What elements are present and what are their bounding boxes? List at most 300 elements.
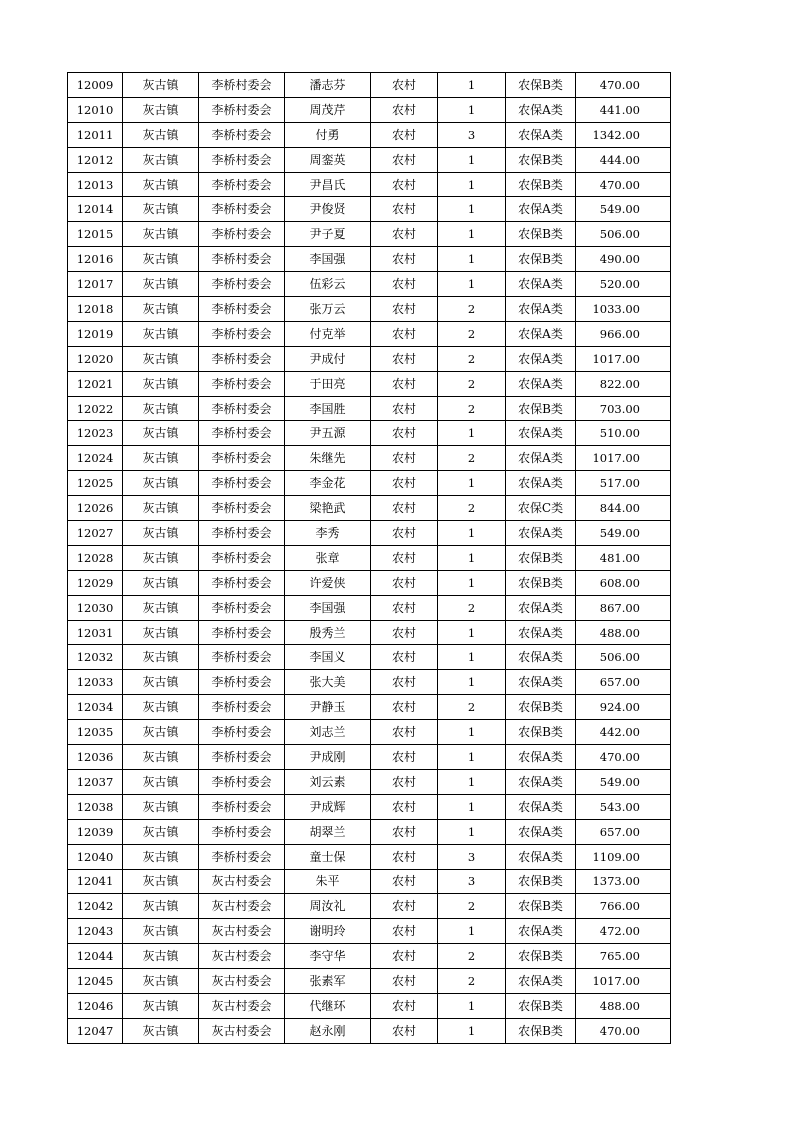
cell-town: 灰古镇 [123,993,199,1018]
cell-category: 农保A类 [506,346,576,371]
cell-household-count: 2 [438,695,506,720]
cell-amount: 444.00 [576,147,671,172]
cell-household-count: 2 [438,297,506,322]
cell-town: 灰古镇 [123,97,199,122]
cell-name: 童士保 [285,844,371,869]
cell-area: 农村 [371,122,438,147]
cell-household-count: 1 [438,720,506,745]
table-row [68,346,671,371]
cell-amount: 1017.00 [576,446,671,471]
cell-amount: 470.00 [576,1018,671,1043]
cell-area: 农村 [371,869,438,894]
cell-committee: 李桥村委会 [199,695,285,720]
table-row [68,570,671,595]
cell-town: 灰古镇 [123,695,199,720]
cell-name: 代继环 [285,993,371,1018]
cell-name: 李国强 [285,595,371,620]
roster-table [67,72,671,1044]
cell-id: 12011 [68,122,123,147]
cell-name: 朱继先 [285,446,371,471]
cell-committee: 李桥村委会 [199,844,285,869]
cell-town: 灰古镇 [123,869,199,894]
cell-area: 农村 [371,745,438,770]
cell-id: 12017 [68,272,123,297]
cell-town: 灰古镇 [123,172,199,197]
cell-name: 谢明玲 [285,919,371,944]
cell-amount: 472.00 [576,919,671,944]
cell-name: 张素军 [285,969,371,994]
cell-category: 农保B类 [506,73,576,98]
cell-amount: 844.00 [576,496,671,521]
cell-committee: 李桥村委会 [199,745,285,770]
cell-area: 农村 [371,769,438,794]
cell-name: 梁艳武 [285,496,371,521]
cell-town: 灰古镇 [123,272,199,297]
cell-amount: 608.00 [576,570,671,595]
cell-area: 农村 [371,396,438,421]
cell-committee: 李桥村委会 [199,346,285,371]
cell-id: 12027 [68,521,123,546]
cell-area: 农村 [371,97,438,122]
cell-committee: 李桥村委会 [199,521,285,546]
cell-category: 农保A类 [506,794,576,819]
cell-town: 灰古镇 [123,471,199,496]
cell-name: 胡翠兰 [285,819,371,844]
table-row [68,919,671,944]
cell-area: 农村 [371,1018,438,1043]
table-row [68,297,671,322]
cell-town: 灰古镇 [123,745,199,770]
cell-household-count: 1 [438,421,506,446]
cell-committee: 李桥村委会 [199,446,285,471]
cell-id: 12026 [68,496,123,521]
cell-area: 农村 [371,969,438,994]
cell-area: 农村 [371,446,438,471]
cell-name: 李国胜 [285,396,371,421]
cell-area: 农村 [371,521,438,546]
cell-amount: 657.00 [576,819,671,844]
cell-name: 尹成付 [285,346,371,371]
cell-town: 灰古镇 [123,222,199,247]
cell-household-count: 1 [438,172,506,197]
cell-committee: 李桥村委会 [199,297,285,322]
cell-amount: 510.00 [576,421,671,446]
table-row [68,894,671,919]
table-row [68,745,671,770]
cell-household-count: 1 [438,1018,506,1043]
cell-id: 12040 [68,844,123,869]
cell-name: 潘志芬 [285,73,371,98]
cell-category: 农保C类 [506,496,576,521]
cell-household-count: 1 [438,993,506,1018]
cell-category: 农保A类 [506,97,576,122]
roster-body [68,73,671,1044]
cell-household-count: 1 [438,73,506,98]
cell-id: 12028 [68,545,123,570]
cell-area: 农村 [371,570,438,595]
cell-committee: 李桥村委会 [199,620,285,645]
cell-name: 伍彩云 [285,272,371,297]
cell-id: 12034 [68,695,123,720]
cell-amount: 1033.00 [576,297,671,322]
cell-area: 农村 [371,819,438,844]
cell-category: 农保A类 [506,446,576,471]
cell-category: 农保A类 [506,670,576,695]
table-row [68,247,671,272]
cell-category: 农保A类 [506,122,576,147]
cell-household-count: 2 [438,894,506,919]
table-row [68,272,671,297]
cell-committee: 李桥村委会 [199,595,285,620]
cell-name: 张章 [285,545,371,570]
cell-amount: 490.00 [576,247,671,272]
table-row [68,222,671,247]
cell-town: 灰古镇 [123,371,199,396]
cell-name: 付克举 [285,321,371,346]
cell-category: 农保B类 [506,172,576,197]
cell-category: 农保A类 [506,745,576,770]
cell-household-count: 2 [438,396,506,421]
cell-committee: 灰古村委会 [199,969,285,994]
cell-area: 农村 [371,346,438,371]
cell-household-count: 2 [438,969,506,994]
table-row [68,197,671,222]
table-row [68,720,671,745]
cell-category: 农保B类 [506,396,576,421]
cell-name: 殷秀兰 [285,620,371,645]
cell-amount: 442.00 [576,720,671,745]
table-row [68,844,671,869]
table-row [68,446,671,471]
cell-household-count: 1 [438,97,506,122]
cell-amount: 549.00 [576,769,671,794]
cell-area: 农村 [371,695,438,720]
cell-committee: 李桥村委会 [199,172,285,197]
cell-amount: 488.00 [576,993,671,1018]
cell-town: 灰古镇 [123,545,199,570]
cell-id: 12023 [68,421,123,446]
cell-amount: 1109.00 [576,844,671,869]
cell-name: 许爱侠 [285,570,371,595]
cell-id: 12033 [68,670,123,695]
cell-name: 李金花 [285,471,371,496]
cell-household-count: 1 [438,222,506,247]
cell-id: 12024 [68,446,123,471]
table-row [68,122,671,147]
cell-committee: 李桥村委会 [199,147,285,172]
cell-area: 农村 [371,496,438,521]
cell-category: 农保B类 [506,993,576,1018]
cell-id: 12043 [68,919,123,944]
cell-household-count: 1 [438,197,506,222]
cell-id: 12037 [68,769,123,794]
cell-amount: 488.00 [576,620,671,645]
cell-committee: 李桥村委会 [199,670,285,695]
table-row [68,944,671,969]
cell-town: 灰古镇 [123,521,199,546]
table-row [68,471,671,496]
cell-id: 12031 [68,620,123,645]
cell-committee: 李桥村委会 [199,496,285,521]
cell-household-count: 2 [438,346,506,371]
cell-id: 12042 [68,894,123,919]
cell-id: 12035 [68,720,123,745]
cell-id: 12029 [68,570,123,595]
cell-committee: 李桥村委会 [199,197,285,222]
cell-committee: 李桥村委会 [199,247,285,272]
cell-name: 刘云素 [285,769,371,794]
table-row [68,421,671,446]
cell-id: 12022 [68,396,123,421]
cell-household-count: 2 [438,371,506,396]
cell-category: 农保A类 [506,297,576,322]
cell-area: 农村 [371,471,438,496]
cell-amount: 657.00 [576,670,671,695]
cell-amount: 441.00 [576,97,671,122]
cell-name: 朱平 [285,869,371,894]
cell-id: 12039 [68,819,123,844]
cell-name: 李国强 [285,247,371,272]
cell-name: 刘志兰 [285,720,371,745]
cell-household-count: 1 [438,794,506,819]
cell-name: 尹静玉 [285,695,371,720]
table-row [68,993,671,1018]
table-row [68,396,671,421]
table-row [68,620,671,645]
cell-id: 12045 [68,969,123,994]
cell-category: 农保A类 [506,321,576,346]
cell-name: 张万云 [285,297,371,322]
cell-name: 李秀 [285,521,371,546]
cell-area: 农村 [371,272,438,297]
cell-town: 灰古镇 [123,321,199,346]
cell-amount: 506.00 [576,222,671,247]
cell-id: 12047 [68,1018,123,1043]
cell-town: 灰古镇 [123,969,199,994]
cell-category: 农保B类 [506,247,576,272]
cell-category: 农保A类 [506,371,576,396]
cell-category: 农保B类 [506,695,576,720]
cell-category: 农保B类 [506,720,576,745]
cell-id: 12010 [68,97,123,122]
cell-area: 农村 [371,844,438,869]
cell-category: 农保B类 [506,944,576,969]
cell-committee: 李桥村委会 [199,222,285,247]
cell-committee: 李桥村委会 [199,720,285,745]
cell-id: 12014 [68,197,123,222]
cell-amount: 1017.00 [576,346,671,371]
cell-town: 灰古镇 [123,620,199,645]
cell-amount: 703.00 [576,396,671,421]
cell-id: 12036 [68,745,123,770]
cell-name: 尹子夏 [285,222,371,247]
cell-household-count: 2 [438,944,506,969]
table-row [68,695,671,720]
cell-area: 农村 [371,894,438,919]
cell-area: 农村 [371,247,438,272]
cell-committee: 灰古村委会 [199,869,285,894]
cell-committee: 李桥村委会 [199,471,285,496]
cell-town: 灰古镇 [123,720,199,745]
cell-id: 12012 [68,147,123,172]
cell-id: 12015 [68,222,123,247]
cell-name: 尹昌氏 [285,172,371,197]
cell-town: 灰古镇 [123,769,199,794]
cell-category: 农保B类 [506,1018,576,1043]
cell-area: 农村 [371,670,438,695]
cell-household-count: 1 [438,769,506,794]
cell-town: 灰古镇 [123,346,199,371]
cell-town: 灰古镇 [123,147,199,172]
cell-category: 农保A类 [506,471,576,496]
cell-household-count: 1 [438,147,506,172]
cell-id: 12038 [68,794,123,819]
cell-town: 灰古镇 [123,645,199,670]
cell-id: 12009 [68,73,123,98]
cell-area: 农村 [371,645,438,670]
cell-area: 农村 [371,172,438,197]
cell-amount: 549.00 [576,521,671,546]
table-row [68,969,671,994]
cell-category: 农保B类 [506,147,576,172]
cell-town: 灰古镇 [123,396,199,421]
cell-amount: 822.00 [576,371,671,396]
cell-household-count: 3 [438,122,506,147]
cell-area: 农村 [371,720,438,745]
cell-amount: 470.00 [576,745,671,770]
cell-category: 农保A类 [506,844,576,869]
cell-town: 灰古镇 [123,446,199,471]
cell-town: 灰古镇 [123,496,199,521]
cell-category: 农保A类 [506,919,576,944]
cell-town: 灰古镇 [123,73,199,98]
cell-town: 灰古镇 [123,595,199,620]
cell-category: 农保B类 [506,869,576,894]
cell-committee: 李桥村委会 [199,421,285,446]
cell-area: 农村 [371,321,438,346]
cell-amount: 924.00 [576,695,671,720]
cell-committee: 李桥村委会 [199,570,285,595]
cell-amount: 470.00 [576,172,671,197]
table-row [68,147,671,172]
cell-area: 农村 [371,919,438,944]
cell-area: 农村 [371,545,438,570]
table-row [68,645,671,670]
cell-committee: 李桥村委会 [199,272,285,297]
cell-area: 农村 [371,993,438,1018]
cell-committee: 李桥村委会 [199,321,285,346]
table-row [68,97,671,122]
cell-category: 农保B类 [506,570,576,595]
cell-category: 农保B类 [506,894,576,919]
cell-name: 付勇 [285,122,371,147]
cell-name: 周汝礼 [285,894,371,919]
table-row [68,321,671,346]
cell-household-count: 2 [438,595,506,620]
cell-committee: 李桥村委会 [199,396,285,421]
cell-amount: 543.00 [576,794,671,819]
cell-area: 农村 [371,620,438,645]
table-row [68,521,671,546]
table-row [68,670,671,695]
cell-id: 12020 [68,346,123,371]
cell-amount: 506.00 [576,645,671,670]
cell-area: 农村 [371,197,438,222]
cell-household-count: 3 [438,844,506,869]
cell-id: 12021 [68,371,123,396]
cell-area: 农村 [371,147,438,172]
cell-amount: 966.00 [576,321,671,346]
cell-household-count: 3 [438,869,506,894]
cell-category: 农保A类 [506,521,576,546]
cell-amount: 765.00 [576,944,671,969]
cell-amount: 1342.00 [576,122,671,147]
cell-committee: 灰古村委会 [199,1018,285,1043]
table-row [68,595,671,620]
cell-amount: 517.00 [576,471,671,496]
cell-id: 12032 [68,645,123,670]
cell-category: 农保B类 [506,222,576,247]
cell-id: 12044 [68,944,123,969]
cell-category: 农保A类 [506,620,576,645]
cell-name: 尹俊贤 [285,197,371,222]
cell-committee: 灰古村委会 [199,993,285,1018]
cell-amount: 1373.00 [576,869,671,894]
cell-town: 灰古镇 [123,122,199,147]
cell-category: 农保A类 [506,645,576,670]
cell-area: 农村 [371,595,438,620]
cell-area: 农村 [371,794,438,819]
cell-town: 灰古镇 [123,944,199,969]
cell-town: 灰古镇 [123,844,199,869]
cell-category: 农保A类 [506,595,576,620]
cell-id: 12019 [68,321,123,346]
cell-committee: 灰古村委会 [199,894,285,919]
cell-town: 灰古镇 [123,794,199,819]
table-row [68,1018,671,1043]
cell-committee: 李桥村委会 [199,769,285,794]
cell-household-count: 1 [438,521,506,546]
cell-name: 李国义 [285,645,371,670]
cell-amount: 520.00 [576,272,671,297]
cell-town: 灰古镇 [123,570,199,595]
cell-name: 尹成辉 [285,794,371,819]
cell-category: 农保A类 [506,819,576,844]
cell-name: 周銮英 [285,147,371,172]
cell-household-count: 2 [438,446,506,471]
cell-amount: 481.00 [576,545,671,570]
table-row [68,869,671,894]
cell-category: 农保A类 [506,769,576,794]
cell-committee: 李桥村委会 [199,545,285,570]
cell-area: 农村 [371,371,438,396]
cell-household-count: 1 [438,545,506,570]
table-row [68,172,671,197]
table-row [68,819,671,844]
cell-category: 农保A类 [506,197,576,222]
cell-household-count: 1 [438,620,506,645]
cell-name: 李守华 [285,944,371,969]
cell-category: 农保B类 [506,545,576,570]
cell-amount: 766.00 [576,894,671,919]
cell-household-count: 1 [438,272,506,297]
cell-household-count: 1 [438,645,506,670]
cell-name: 赵永刚 [285,1018,371,1043]
cell-amount: 1017.00 [576,969,671,994]
table-row [68,794,671,819]
cell-category: 农保A类 [506,272,576,297]
table-row [68,73,671,98]
